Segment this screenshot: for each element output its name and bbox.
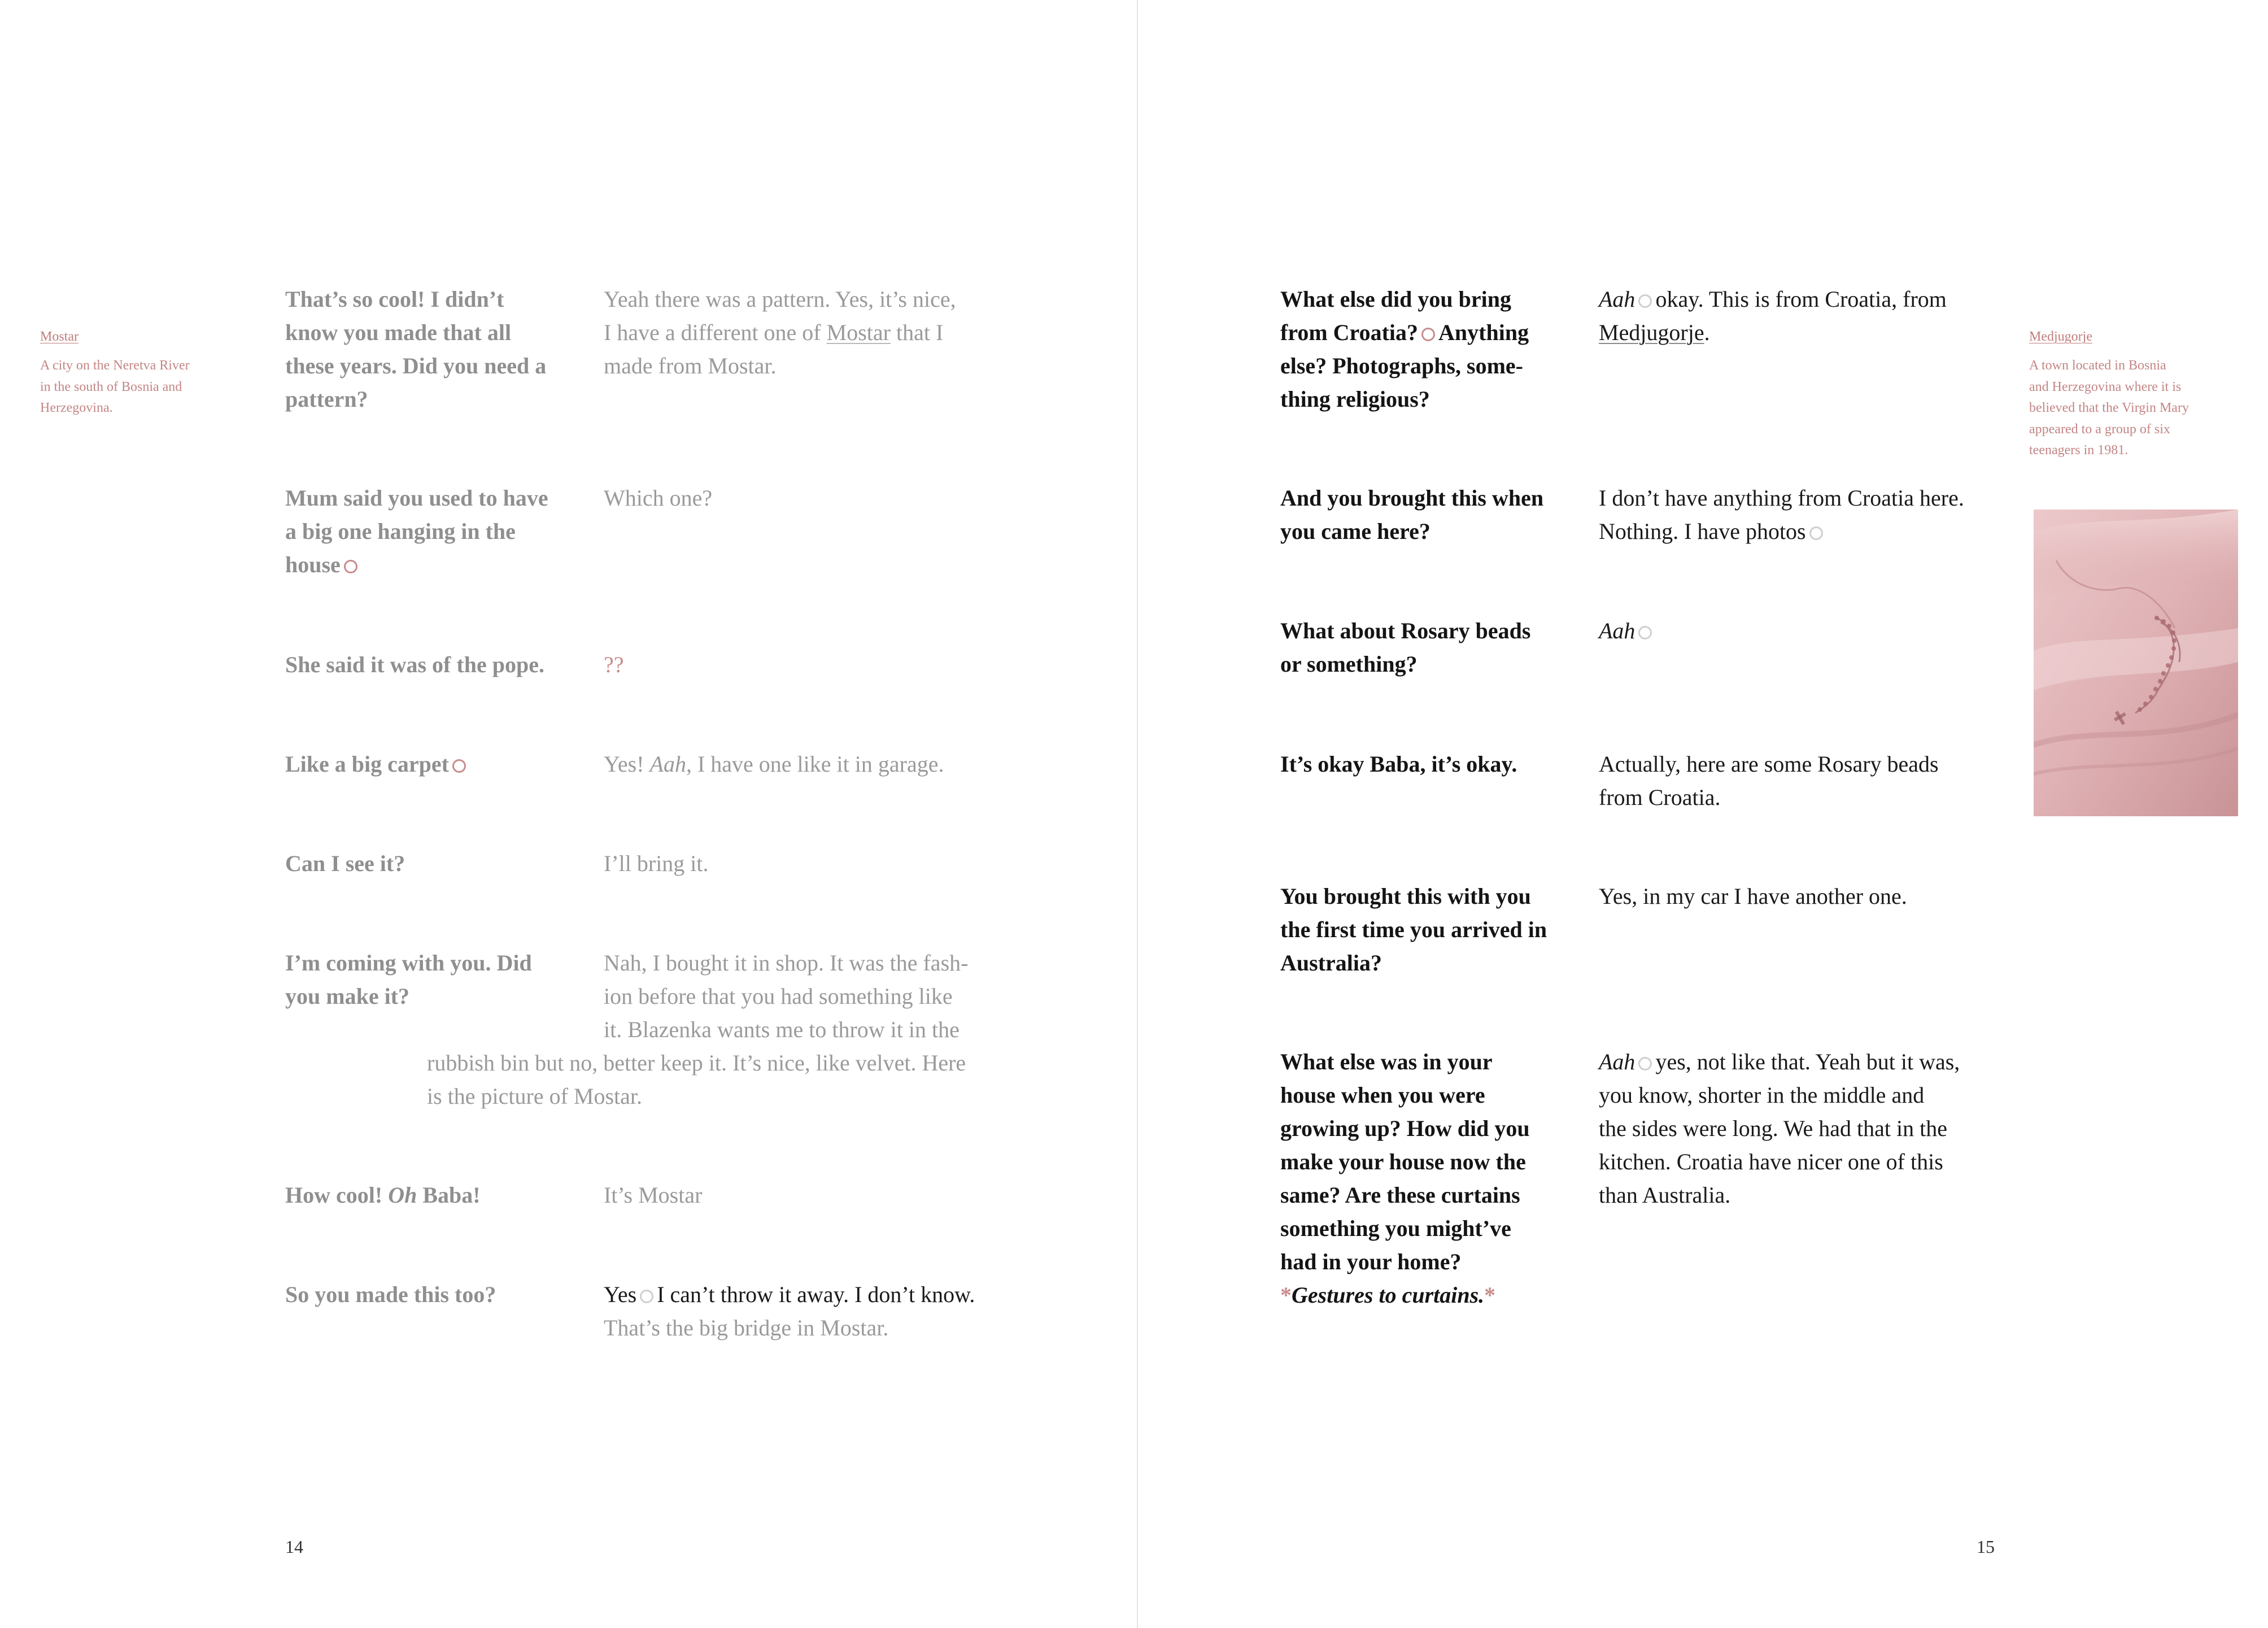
circle-marker-icon[interactable] bbox=[1809, 526, 1823, 540]
interview-answer bbox=[604, 282, 999, 382]
question-line: growing up? How did you bbox=[1280, 1116, 1530, 1141]
circle-marker-icon[interactable] bbox=[452, 759, 466, 773]
answer-line: from Croatia. bbox=[1599, 785, 1721, 810]
question-line: a big one hanging in the bbox=[285, 519, 516, 544]
question-line: pattern? bbox=[285, 386, 368, 412]
answer-line: made from Mostar. bbox=[604, 353, 777, 378]
interview-question bbox=[1280, 481, 1585, 548]
interview-question bbox=[285, 747, 590, 781]
answer-text: that I bbox=[890, 320, 944, 345]
question-line: know you made that all bbox=[285, 320, 512, 345]
side-note-mostar bbox=[40, 327, 226, 419]
circle-marker-icon[interactable] bbox=[1638, 626, 1652, 639]
side-note-line: believed that the Virgin Mary bbox=[2029, 401, 2189, 415]
question-text: Like a big carpet bbox=[285, 751, 449, 777]
circle-marker-icon[interactable] bbox=[1638, 294, 1652, 308]
interview-answer: I’ll bring it. bbox=[604, 851, 709, 876]
question-line: something you might’ve bbox=[1280, 1216, 1511, 1241]
answer-line: Yeah there was a pattern. Yes, it’s nice, bbox=[604, 286, 956, 312]
question-line: these years. Did you need a bbox=[285, 353, 547, 378]
question-line: I’m coming with you. Did bbox=[285, 950, 532, 976]
side-note-line: Herzegovina. bbox=[40, 401, 113, 415]
answer-text: Yes bbox=[604, 1282, 637, 1307]
interview-answer: It’s Mostar bbox=[604, 1182, 703, 1208]
interview-answer: Which one? bbox=[604, 485, 713, 511]
page-number: 15 bbox=[1977, 1536, 1995, 1557]
interview-question bbox=[1280, 880, 1585, 980]
answer-line: than Australia. bbox=[1599, 1182, 1731, 1208]
side-note-line: A town located in Bosnia bbox=[2029, 358, 2166, 373]
question-line: you make it? bbox=[285, 983, 409, 1009]
answer-emphasis: Aah bbox=[1599, 618, 1635, 643]
medjugorje-link[interactable]: Medjugorje bbox=[1599, 320, 1704, 345]
mostar-link[interactable]: Mostar bbox=[826, 320, 891, 345]
interview-question bbox=[1280, 1045, 1585, 1312]
page-number: 14 bbox=[285, 1536, 303, 1557]
side-note-line: appeared to a group of six bbox=[2029, 421, 2170, 437]
rosary-beads-image bbox=[2034, 510, 2238, 816]
answer-text: I can’t throw it away. I don’t know. bbox=[657, 1282, 975, 1307]
answer-line: That’s the big bridge in Mostar. bbox=[604, 1315, 889, 1340]
answer-line bbox=[604, 316, 999, 349]
interview-answer bbox=[1599, 747, 2005, 814]
question-line: And you brought this when bbox=[1280, 485, 1544, 511]
stage-direction bbox=[1280, 1278, 1585, 1312]
interview-question: It’s okay Baba, it’s okay. bbox=[1280, 751, 1517, 777]
question-line: thing religious? bbox=[1280, 386, 1430, 412]
page-gutter bbox=[1137, 0, 1138, 1628]
interview-question: So you made this too? bbox=[285, 1282, 496, 1307]
answer-emphasis: Aah bbox=[1599, 286, 1635, 312]
interview-question bbox=[285, 481, 590, 581]
interview-answer bbox=[604, 747, 999, 781]
interview-question bbox=[285, 946, 590, 1013]
question-line: make your house now the bbox=[1280, 1149, 1526, 1174]
answer-line bbox=[1599, 282, 2005, 316]
interview-question: She said it was of the pope. bbox=[285, 652, 544, 677]
side-note-line: and Herzegovina where it is bbox=[2029, 379, 2182, 394]
answer-line: the sides were long. We had that in the bbox=[1599, 1116, 1947, 1141]
answer-line bbox=[1599, 1045, 2005, 1078]
question-line bbox=[285, 548, 590, 581]
question-text: house bbox=[285, 552, 341, 577]
question-line bbox=[1280, 316, 1585, 349]
question-text: How cool! bbox=[285, 1182, 389, 1208]
question-line: What else did you bring bbox=[1280, 286, 1511, 312]
question-line: the first time you arrived in bbox=[1280, 917, 1547, 942]
question-line: Australia? bbox=[1280, 950, 1382, 976]
stage-direction-text: Gestures to curtains. bbox=[1292, 1282, 1485, 1308]
answer-line: kitchen. Croatia have nicer one of this bbox=[1599, 1149, 1943, 1174]
side-note-title[interactable]: Medjugorje bbox=[2029, 329, 2092, 344]
interview-question: Can I see it? bbox=[285, 851, 405, 876]
answer-text: Yes! bbox=[604, 751, 650, 777]
asterisk-mark: * bbox=[1280, 1282, 1292, 1308]
answer-text: yes, not like that. Yeah but it was, bbox=[1655, 1049, 1960, 1074]
answer-emphasis: Aah bbox=[1599, 1049, 1635, 1074]
interview-answer: Yes, in my car I have another one. bbox=[1599, 883, 1907, 909]
question-text: Baba! bbox=[417, 1182, 481, 1208]
circle-marker-icon[interactable] bbox=[1421, 328, 1435, 341]
interview-answer bbox=[1599, 614, 2005, 647]
side-note-medjugorje bbox=[2029, 327, 2244, 462]
answer-line bbox=[604, 1278, 1010, 1311]
answer-line: Nah, I bought it in shop. It was the fash- bbox=[604, 950, 969, 976]
question-line: had in your home? bbox=[1280, 1249, 1462, 1274]
answer-line: ion before that you had something like bbox=[604, 983, 953, 1009]
asterisk-mark: * bbox=[1484, 1282, 1496, 1308]
answer-text: Nothing. I have photos bbox=[1599, 519, 1806, 544]
side-note-line: A city on the Neretva River bbox=[40, 358, 190, 373]
side-note-title[interactable]: Mostar bbox=[40, 329, 78, 344]
side-note-line: teenagers in 1981. bbox=[2029, 443, 2129, 458]
interview-answer bbox=[1599, 481, 2005, 548]
answer-line bbox=[1599, 515, 2005, 548]
answer-text: I have a different one of bbox=[604, 320, 827, 345]
answer-text: , I have one like it in garage. bbox=[686, 751, 944, 777]
circle-marker-icon[interactable] bbox=[344, 560, 357, 573]
question-line: house when you were bbox=[1280, 1082, 1485, 1108]
question-line: same? Are these curtains bbox=[1280, 1182, 1520, 1208]
question-emphasis: Oh bbox=[388, 1182, 417, 1208]
rosary-beads-photo bbox=[2034, 510, 2238, 816]
interview-question bbox=[285, 1178, 590, 1212]
question-line: What about Rosary beads bbox=[1280, 618, 1531, 643]
question-text: Anything bbox=[1438, 320, 1529, 345]
question-line: Mum said you used to have bbox=[285, 485, 548, 511]
side-note-line: in the south of Bosnia and bbox=[40, 379, 182, 394]
question-text: from Croatia? bbox=[1280, 320, 1419, 345]
interview-question bbox=[1280, 614, 1585, 681]
interview-answer-continued bbox=[427, 1046, 1026, 1113]
question-line: What else was in your bbox=[1280, 1049, 1493, 1074]
answer-text: okay. This is from Croatia, from bbox=[1655, 286, 1947, 312]
circle-marker-icon[interactable] bbox=[1638, 1057, 1652, 1070]
interview-answer: ?? bbox=[604, 652, 624, 677]
answer-emphasis: Aah bbox=[649, 751, 686, 777]
answer-line: is the picture of Mostar. bbox=[427, 1083, 643, 1109]
answer-line: it. Blazenka wants me to throw it in the bbox=[604, 1017, 959, 1042]
interview-question bbox=[285, 282, 590, 416]
interview-answer bbox=[604, 946, 1010, 1046]
answer-line bbox=[1599, 316, 2005, 349]
question-line: You brought this with you bbox=[1280, 883, 1531, 909]
answer-line: I don’t have anything from Croatia here. bbox=[1599, 485, 1964, 511]
answer-line: rubbish bin but no, better keep it. It’s nice, like velvet. Here bbox=[427, 1050, 966, 1076]
answer-line: Actually, here are some Rosary beads bbox=[1599, 751, 1939, 777]
interview-answer bbox=[604, 1278, 1010, 1344]
interview-question bbox=[1280, 282, 1585, 416]
circle-marker-icon[interactable] bbox=[640, 1290, 653, 1303]
question-line: else? Photographs, some- bbox=[1280, 353, 1523, 378]
question-line: That’s so cool! I didn’t bbox=[285, 286, 504, 312]
answer-line: you know, shorter in the middle and bbox=[1599, 1082, 1925, 1108]
question-line: you came here? bbox=[1280, 519, 1430, 544]
interview-answer bbox=[1599, 1045, 2005, 1212]
question-line: or something? bbox=[1280, 651, 1418, 677]
interview-answer bbox=[1599, 282, 2005, 349]
answer-text: . bbox=[1704, 320, 1710, 345]
